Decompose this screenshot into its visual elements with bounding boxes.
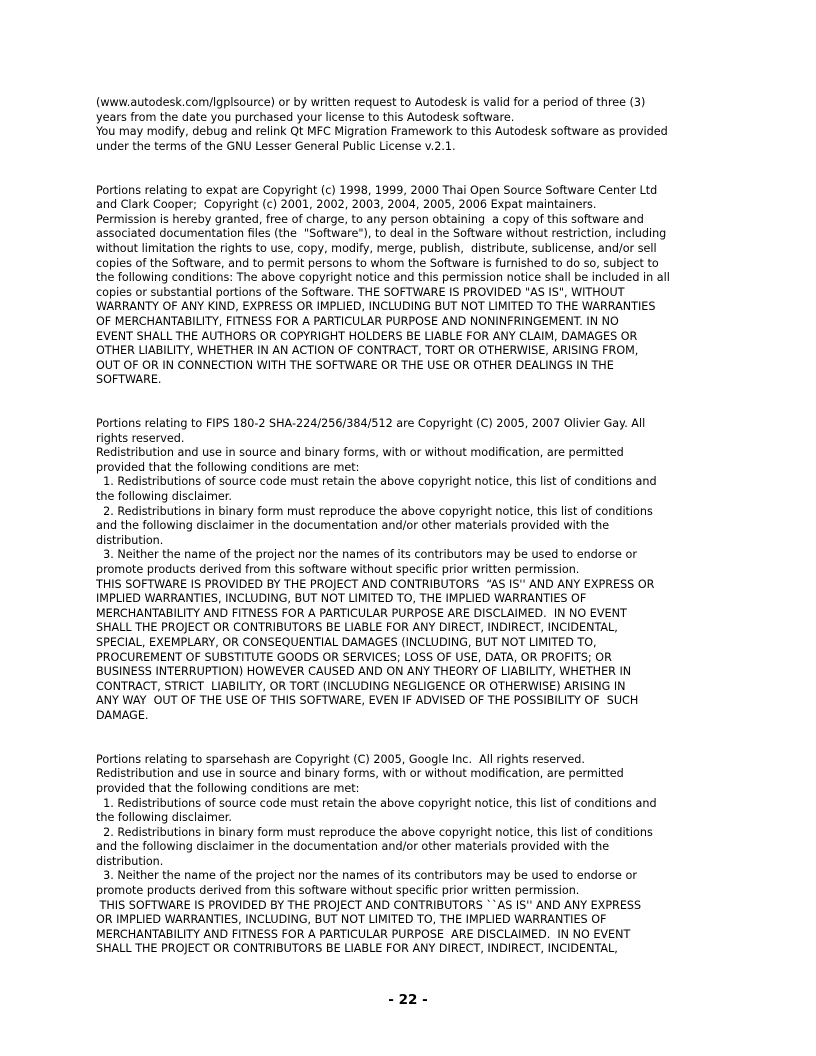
text-line: the following disclaimer. bbox=[96, 811, 232, 825]
text-line: EVENT SHALL THE AUTHORS OR COPYRIGHT HOLDERS BE LIABLE FOR ANY CLAIM, DAMAGES OR bbox=[96, 329, 638, 343]
text-line: MERCHANTABILITY AND FITNESS FOR A PARTICULAR PURPOSE ARE DISCLAIMED. IN NO EVENT bbox=[96, 927, 631, 941]
text-line: OR IMPLIED WARRANTIES, INCLUDING, BUT NOT LIMITED TO, THE IMPLIED WARRANTIES OF bbox=[96, 913, 607, 927]
text-line: and the following disclaimer in the documentation and/or other materials provided with the bbox=[96, 840, 610, 854]
text-line: SHALL THE PROJECT OR CONTRIBUTORS BE LIABLE FOR ANY DIRECT, INDIRECT, INCIDENTAL, bbox=[96, 621, 618, 635]
text-line: ANY WAY OUT OF THE USE OF THIS SOFTWARE, EVEN IF ADVISED OF THE POSSIBILITY OF SUCH bbox=[96, 694, 639, 708]
text-line: years from the date you purchased your license to this Autodesk software. bbox=[96, 110, 515, 124]
text-line: distribution. bbox=[96, 533, 164, 547]
text-line: promote products derived from this software without specific prior written permission. bbox=[96, 563, 580, 576]
text-line: 2. Redistributions in binary form must reproduce the above copyright notice, this list of conditions bbox=[96, 504, 653, 518]
text-line: SPECIAL, EXEMPLARY, OR CONSEQUENTIAL DAMAGES (INCLUDING, BUT NOT LIMITED TO, bbox=[96, 635, 597, 649]
text-line: Portions relating to FIPS 180-2 SHA-224/256/384/512 are Copyright (C) 2005, 2007 Olivier Gay. All bbox=[96, 417, 646, 431]
text-line: THIS SOFTWARE IS PROVIDED BY THE PROJECT AND CONTRIBUTORS “AS IS'' AND ANY EXPRESS OR bbox=[96, 577, 655, 591]
text-line: the following disclaimer. bbox=[96, 490, 232, 504]
text-line: You may modify, debug and relink Qt MFC Migration Framework to this Autodesk software as provided bbox=[96, 125, 668, 139]
text-line: OF MERCHANTABILITY, FITNESS FOR A PARTICULAR PURPOSE AND NONINFRINGEMENT. IN NO bbox=[96, 314, 619, 328]
text-line: the following conditions: The above copyright notice and this permission notice shall be included in all bbox=[96, 271, 670, 285]
text-line: and Clark Cooper; Copyright (c) 2001, 2002, 2003, 2004, 2005, 2006 Expat maintainers. bbox=[96, 198, 597, 212]
text-line: CONTRACT, STRICT LIABILITY, OR TORT (INCLUDING NEGLIGENCE OR OTHERWISE) ARISING IN bbox=[96, 679, 626, 693]
text-line: IMPLIED WARRANTIES, INCLUDING, BUT NOT LIMITED TO, THE IMPLIED WARRANTIES OF bbox=[96, 592, 587, 606]
text-line: SOFTWARE. bbox=[96, 373, 162, 387]
text-line: Portions relating to expat are Copyright (c) 1998, 1999, 2000 Thai Open Source Software Center Ltd bbox=[96, 183, 658, 197]
text-line: 2. Redistributions in binary form must reproduce the above copyright notice, this list of conditions bbox=[96, 825, 653, 839]
license-paragraph bbox=[96, 753, 724, 957]
text-line: rights reserved. bbox=[96, 431, 185, 445]
text-line: 1. Redistributions of source code must retain the above copyright notice, this list of conditions and bbox=[96, 475, 657, 489]
text-line: under the terms of the GNU Lesser General Public License v.2.1. bbox=[96, 139, 456, 153]
text-line: 1. Redistributions of source code must retain the above copyright notice, this list of conditions and bbox=[96, 796, 657, 810]
text-line: copies of the Software, and to permit persons to whom the Software is furnished to do so, subject to bbox=[96, 256, 659, 270]
text-line: provided that the following conditions are met: bbox=[96, 781, 360, 795]
text-line: promote products derived from this software without specific prior written permission. bbox=[96, 884, 580, 898]
text-line: WARRANTY OF ANY KIND, EXPRESS OR IMPLIED, INCLUDING BUT NOT LIMITED TO THE WARRANTIES bbox=[96, 300, 656, 314]
text-line: copies or substantial portions of the Software. THE SOFTWARE IS PROVIDED "AS IS", WITHOUT bbox=[96, 285, 625, 299]
text-line: without limitation the rights to use, copy, modify, merge, publish, distribute, sublicense, and/or sell bbox=[96, 241, 657, 255]
text-line: and the following disclaimer in the documentation and/or other materials provided with the bbox=[96, 519, 610, 533]
paragraph-gap bbox=[96, 388, 724, 417]
text-line: associated documentation files (the "Software"), to deal in the Software without restriction, including bbox=[96, 227, 667, 241]
text-line: distribution. bbox=[96, 854, 164, 868]
text-line: Redistribution and use in source and binary forms, with or without modification, are permitted bbox=[96, 767, 624, 781]
text-line: OTHER LIABILITY, WHETHER IN AN ACTION OF CONTRACT, TORT OR OTHERWISE, ARISING FROM, bbox=[96, 344, 639, 358]
paragraph-gap bbox=[96, 154, 724, 183]
text-line: DAMAGE. bbox=[96, 708, 149, 722]
text-line: THIS SOFTWARE IS PROVIDED BY THE PROJECT AND CONTRIBUTORS ``AS IS'' AND ANY EXPRESS bbox=[96, 898, 642, 912]
license-paragraph bbox=[96, 96, 724, 154]
text-line: 3. Neither the name of the project nor the names of its contributors may be used to endorse or bbox=[96, 869, 637, 883]
text-line: SHALL THE PROJECT OR CONTRIBUTORS BE LIABLE FOR ANY DIRECT, INDIRECT, INCIDENTAL, bbox=[96, 942, 618, 956]
text-line: (www.autodesk.com/lgplsource) or by written request to Autodesk is valid for a period of three (3) bbox=[96, 96, 646, 109]
text-line: OUT OF OR IN CONNECTION WITH THE SOFTWARE OR THE USE OR OTHER DEALINGS IN THE bbox=[96, 358, 614, 372]
text-line: provided that the following conditions are met: bbox=[96, 460, 360, 474]
text-line: Permission is hereby granted, free of charge, to any person obtaining a copy of this software and bbox=[96, 212, 644, 226]
paragraph-gap bbox=[96, 724, 724, 753]
license-text-body bbox=[96, 96, 724, 957]
text-line: 3. Neither the name of the project nor the names of its contributors may be used to endorse or bbox=[96, 548, 637, 562]
text-line: MERCHANTABILITY AND FITNESS FOR A PARTICULAR PURPOSE ARE DISCLAIMED. IN NO EVENT bbox=[96, 606, 627, 620]
text-line: Redistribution and use in source and binary forms, with or without modification, are permitted bbox=[96, 446, 624, 460]
page-number: - 22 - bbox=[388, 992, 428, 1008]
license-paragraph bbox=[96, 417, 724, 723]
text-line: Portions relating to sparsehash are Copyright (C) 2005, Google Inc. All rights reserved. bbox=[96, 752, 585, 766]
license-paragraph bbox=[96, 184, 724, 388]
text-line: PROCUREMENT OF SUBSTITUTE GOODS OR SERVICES; LOSS OF USE, DATA, OR PROFITS; OR bbox=[96, 650, 612, 664]
text-line: BUSINESS INTERRUPTION) HOWEVER CAUSED AND ON ANY THEORY OF LIABILITY, WHETHER IN bbox=[96, 665, 632, 679]
